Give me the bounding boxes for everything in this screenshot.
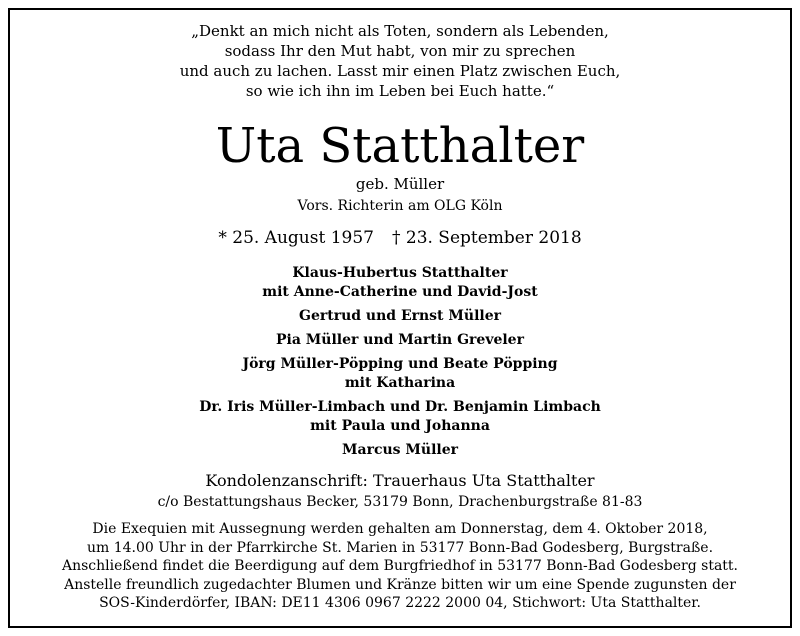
mourner-line: mit Katharina <box>344 375 456 391</box>
mourner-group <box>10 355 790 393</box>
mourners-list <box>10 264 790 465</box>
memorial-quote <box>10 21 790 101</box>
mourner-line: Dr. Iris Müller-Limbach und Dr. Benjamin Limbach <box>199 399 601 415</box>
condolence-address: c/o Bestattungshaus Becker, 53179 Bonn, Drachenburgstraße 81-83 <box>157 494 643 510</box>
birth-name: geb. Müller <box>355 175 445 193</box>
notice-line: Anstelle freundlich zugedachter Blumen und Kränze bitten wir um eine Spende zugunsten der <box>64 576 736 593</box>
obituary-content <box>10 10 790 626</box>
mourner-group <box>10 398 790 436</box>
mourner-group <box>10 331 790 350</box>
funeral-notice <box>10 520 790 613</box>
mourner-line: Jörg Müller-Pöpping und Beate Pöpping <box>242 356 558 372</box>
deceased-name: Uta Statthalter <box>215 118 585 174</box>
quote-line: sodass Ihr den Mut habt, von mir zu sprechen <box>224 42 576 60</box>
mourner-group <box>10 264 790 302</box>
notice-line: um 14.00 Uhr in der Pfarrkirche St. Marien in 53177 Bonn-Bad Godesberg, Burgstraße. <box>86 539 714 556</box>
deceased-role: Vors. Richterin am OLG Köln <box>297 198 503 214</box>
obituary-frame <box>8 8 792 628</box>
birth-date: * 25. August 1957 <box>218 228 374 248</box>
mourner-line: Klaus-Hubertus Statthalter <box>292 265 508 281</box>
death-date: † 23. September 2018 <box>391 228 582 248</box>
notice-line: SOS-Kinderdörfer, IBAN: DE11 4306 0967 2222 2000 04, Stichwort: Uta Statthalter. <box>99 595 701 612</box>
life-dates <box>10 226 790 250</box>
notice-line: Anschließend findet die Beerdigung auf dem Burgfriedhof in 53177 Bonn-Bad Godesberg statt. <box>61 558 739 575</box>
mourner-group <box>10 307 790 326</box>
mourner-group <box>10 441 790 460</box>
quote-line: so wie ich ihn im Leben bei Euch hatte.“ <box>245 82 555 100</box>
mourner-line: mit Anne-Catherine und David-Jost <box>262 284 538 300</box>
notice-line: Die Exequien mit Aussegnung werden gehalten am Donnerstag, dem 4. Oktober 2018, <box>92 521 708 537</box>
mourner-line: mit Paula und Johanna <box>310 418 490 434</box>
mourner-line: Marcus Müller <box>342 442 458 458</box>
mourner-line: Pia Müller und Martin Greveler <box>276 332 524 348</box>
quote-line: „Denkt an mich nicht als Toten, sondern als Lebenden, <box>191 22 609 40</box>
mourner-line: Gertrud und Ernst Müller <box>299 308 501 324</box>
quote-line: und auch zu lachen. Lasst mir einen Platz zwischen Euch, <box>179 62 621 80</box>
condolence-address-title: Kondolenzanschrift: Trauerhaus Uta Statthalter <box>205 471 595 490</box>
